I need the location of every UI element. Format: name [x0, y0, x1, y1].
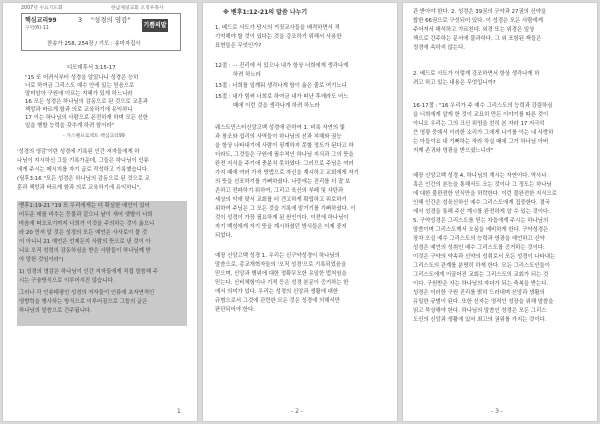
body-line: 나님이 지시하신 그들 기록가운데, 그들은 하나님이 인류	[17, 158, 149, 164]
answer-line: 아니요 우리는 그의 크신 위엄을 친히 본 자라 17 지극히	[413, 121, 545, 127]
commentary-line: 더라도, 그것들은 구원에 필수적인 하나님 지식과 그의 뜻을	[215, 152, 354, 158]
body-line: 정경에 속하지 않는다.	[413, 45, 466, 51]
body-line: 인해 인간은 성육신하신 예수 그리스도에게 집중한다. 결국	[413, 200, 550, 206]
body-line: 그리스도에게 이끌어진 교회는 그리스도의 교회가 되는 것	[413, 272, 549, 278]
commentary-line: 과 창조와 섭리의 사역들이 하나님의 선과 지혜와 권능	[215, 134, 342, 140]
body-line: 혹은 인간의 본능을 통해서도 오는 것이나 그 정도는 하나님	[413, 182, 552, 188]
body-line: 하나님의 말씀으로 간주됩니다.	[19, 308, 92, 314]
series-label: 핵심교리99	[25, 17, 57, 24]
body-line: 에게 주시는 메시지를 자기 글로 작성하고 기록했습니다.	[17, 167, 149, 173]
body-line: 어두운 데를 비추는 등불과 같으니 날이 새어 샛별이 너희	[19, 212, 153, 218]
body-line: 라 20 먼저 알 것은 성경의 모든 예언은 사사로이 풀 것	[19, 230, 148, 236]
body-line: 성경은 이러한 구원 진리를 밝히 드러내며 신앙과 생활의	[413, 290, 545, 296]
body-line: 1) 성경의 영감은 하나님이 인간 저자들에게 직접 말씀해 주	[19, 269, 159, 275]
body-line: '성경의 영감'이란 성경에 기록된 인간 저자들에게 하	[17, 149, 140, 155]
verse-line: 17 이는 하나님의 사람으로 온전하게 하며 모든 선한	[25, 115, 149, 121]
body-line: 5. 구약성경은 그리스도를 믿는 자들에게 주시는 하나님의	[413, 218, 549, 224]
header-right: 한남제일교회 오정우목사	[111, 6, 164, 11]
body-line: 읽고 묵상해야 한다. 하나님의 말씀인 성경은 모든 그리스	[413, 308, 547, 314]
body-line: 주어져서 해석하고 가르친다. 외경 또는 위경은 일상	[413, 27, 535, 33]
commentary-line: 말씀으로, 종교개혁자들의 '오직 성경'으로 기록되었음을	[215, 262, 347, 268]
section-heading: ※ 벧후1:12-21의 말씀 나누기	[223, 9, 308, 16]
commentary-line: 믿으며, 신앙과 행위에 대한 정확무오한 유일한 법칙임을	[215, 271, 347, 277]
body-line: 니요 오직 성령의 감동하심을 받은 사람들이 하나님께 받	[19, 248, 151, 254]
body-line: 에서 성경을 통해 주신 계시를 완전하게 알 수 있는 것이다.	[413, 209, 550, 215]
body-line: 도인의 신앙과 생활에 있어 최고의 권위를 가지는 것이다.	[413, 317, 547, 323]
commentary-line: 을 항상 나타내기에 사람이 핑계하지 못할 정도가 된다고 하	[215, 143, 354, 149]
lesson-title: "성경의 영감"	[91, 16, 131, 24]
commentary-line: 완전 지식을 주기에 충분치 못하였다. 그러므로 주님은 여러	[215, 161, 354, 167]
body-line: 책으로 간주하는 문서에 불과하다. 그 외 포함된 책들은	[413, 36, 542, 42]
answer-line: 16-17절 : "16 우리가 주 예수 그리스도의 능력과 강림하심	[413, 103, 553, 109]
body-line: 예장 신앙고백 성경 4. 하나님의 계시는 자연이다. 역사나	[413, 173, 547, 179]
page-number: - 3 -	[491, 408, 503, 415]
church-logo: 기쁨의말씀	[142, 19, 168, 32]
question-line: 1. 베드로 사도가 당시의 거짓교사들을 배격하면서 적	[215, 25, 340, 31]
answer-line: 지께 존귀와 영광을 받으셨느니라"	[413, 148, 494, 154]
commentary-line: 세상의 악에 맞서 교회를 더 견고하게 확립하고 위로하기	[215, 197, 347, 203]
body-line: 장차 오실 예수 그리스도의 능력과 영광을 예언하고 신약	[413, 236, 545, 242]
answer-line: 을 너희에게 알게 한 것이 교묘히 만든 이야기를 따른 것이	[413, 112, 549, 118]
answer-line: 15절 : 내가 힘써 너희로 하여금 내가 떠난 후에라도 어느	[215, 94, 349, 100]
commentary-line: 규범으로서 그것에 관련한 모든 것은 성경에 의해서만	[215, 298, 340, 304]
commentary-line: 되었다.	[215, 233, 233, 239]
body-line: 마음에 떠오르기까지 너희가 이것을 주의하는 것이 옳으니	[19, 221, 155, 227]
body-line: 이 아니니 21 예언은 언제든지 사람의 뜻으로 낸 것이 아	[19, 239, 151, 245]
body-line: (딤후3:16 "모든 성경은 하나님의 감동으로 된 것으로 교	[17, 176, 150, 182]
verse-line: 16 모든 성경은 하나님의 감동으로 된 것으로 교훈과	[25, 99, 149, 105]
commentary-line: 존하고 전파하기 위하여, 그리고 육신의 부패 및 사탄과	[215, 188, 344, 194]
body-line: 영향력을 행사하는 방식으로 이루어짐으로 그들의 글은	[19, 299, 148, 305]
body-line: 말씀이며 그리스도께서 오심을 예비하게 한다. 구약성경은	[413, 227, 549, 233]
body-line: 이다. 구원받은 자는 하나님의 자녀가 되는 축복을 받는다.	[413, 281, 549, 287]
commentary-line: 자기 백성에게 자기 뜻을 계시하셨던 방식들은 이제 중지	[215, 224, 347, 230]
body-line: 벧후1:19-21 "19 또 우리에게는 더 확실한 예언이 있어	[19, 203, 150, 209]
commentary-line: 웨스트민스터신앙고백 성경에 관하여 1. 비록 자연의 빛	[215, 125, 345, 131]
question-line: 표현들은 무엇인가?	[215, 43, 262, 49]
question-line: 2. 베드로 사도가 이렇게 강조하면서 항상 생각나게 하	[413, 71, 540, 77]
verse-line: "15 또 어려서부터 성경을 알았나니 성경은 능히	[25, 75, 139, 81]
body-line: 관 받아야 한다. 2. 성경은 39권의 구약과 27권의 신약을	[413, 9, 547, 15]
verse-line: 말미암아 구원에 이르는 지혜가 있게 하느니라	[25, 91, 133, 97]
page-3	[403, 3, 597, 421]
page-1	[3, 3, 197, 421]
commentary-line: 가지 때에 여러 가지 방법으로 자신을 계시하고 교회에게 자기	[215, 170, 359, 176]
body-line: 에 대한 불완전한 인식만을 허락한다. 이런 불완전한 지식으로	[413, 191, 557, 197]
answer-line: 12절 : ··· 진리에 서 있으나 내가 항상 너희에게 생각나게	[215, 63, 349, 69]
verse-line: 책망과 바르게 함과 의로 교육하기에 유익하니	[25, 107, 133, 113]
body-line: 그리스도의 관계를 분명히 하게 한다. 모든 그리스도인들이	[413, 263, 550, 269]
answer-line: 13절 : 너희를 일깨워 생각나게 함이 옳은 줄로 여기노니	[215, 83, 347, 89]
commentary-line: 위하여 주님은 그 모든 것을 기록에 맡기기를 기뻐하셨다. 이	[215, 206, 356, 212]
page-number: - 2 -	[291, 408, 303, 415]
body-line: 이것은 구약의 약속과 신약의 성취로서 모든 성경이 나타내는	[413, 254, 556, 260]
page-2	[203, 3, 397, 421]
commentary-line: 믿는다. 신비체험이나 기적 등은 성경 본문이 증거하는 한	[215, 280, 349, 286]
body-line: 유일한 규범이 된다. 또한 신자는 영적인 성장을 위해 말씀을	[413, 299, 554, 305]
commentary-line: 의 뜻을 선포하기를 기뻐하셨다. 나중에는 진리를 더 잘 보	[215, 179, 351, 185]
answer-line: 때에 이런 것을 생각나게 하려 하노라	[233, 103, 320, 109]
hymn-line: 찬송가 258, 254장 / 기도 : 송미자집사	[47, 41, 141, 47]
scripture-ref: 디모데후서 3:15-17	[67, 65, 116, 71]
question-line: 기억해야 할 것이 있다는 것을 강조하기 위해서 사용한	[215, 34, 342, 40]
commentary-line: 예장 신앙고백 성경 1. 우리는 신구약성경이 하나님의	[215, 253, 340, 259]
verse-line: 너로 하여금 그리스도 예수 안에 있는 믿음으로	[25, 83, 135, 89]
commentary-line: 에서 의미가 있다. 우리는 성경의 신앙과 생활에 대한	[215, 289, 339, 295]
answer-line: 큰 영광 중에서 이러한 소리가 그에게 나기를 이는 내 사랑하	[413, 130, 554, 136]
body-line: 합한 66권으로 구성되어 있다. 이 성경은 모든 사람에게	[413, 18, 543, 24]
body-line: 훈과 책망과 바르게 함과 의로 교육하기에 유익하니",	[17, 185, 141, 191]
commentary-line: 판단되어야 한다.	[215, 307, 255, 313]
commentary-line: 것이 성경이 가장 필요하게 된 원인이다. 이전에 하나님이	[215, 215, 349, 221]
lesson-number: 3	[78, 16, 83, 24]
body-line: 그러나 각 인류태평인 성경의 저자들이 인류에 초자연적인	[19, 290, 155, 296]
verse-line: 일을 행할 능력을 갖추게 하려 함이라"	[25, 123, 115, 129]
header-left: 2007년 수요기도회	[21, 6, 63, 11]
question-line: 려고 하고 있는 내용은 무엇입니까?	[413, 80, 496, 86]
answer-line: 하려 하노라	[233, 72, 261, 78]
answer-line: 는 아들이요 내 기뻐하는 자라 하실 때에 그가 하나님 아버	[413, 139, 549, 145]
page-number: 1	[177, 408, 181, 415]
lesson-ref: 구약(6)-11	[25, 26, 49, 31]
body-line: 아 말한 것임이라")	[19, 257, 64, 263]
verse-source: - 가스펠프로젝트 핵심교리99	[63, 134, 125, 139]
body-line: 성경은 예언의 성취인 예수 그리스도를 증거하는 것이다.	[413, 245, 545, 251]
body-line: 시는 구술방식으로 이루어지진 않습니다.	[19, 278, 115, 284]
